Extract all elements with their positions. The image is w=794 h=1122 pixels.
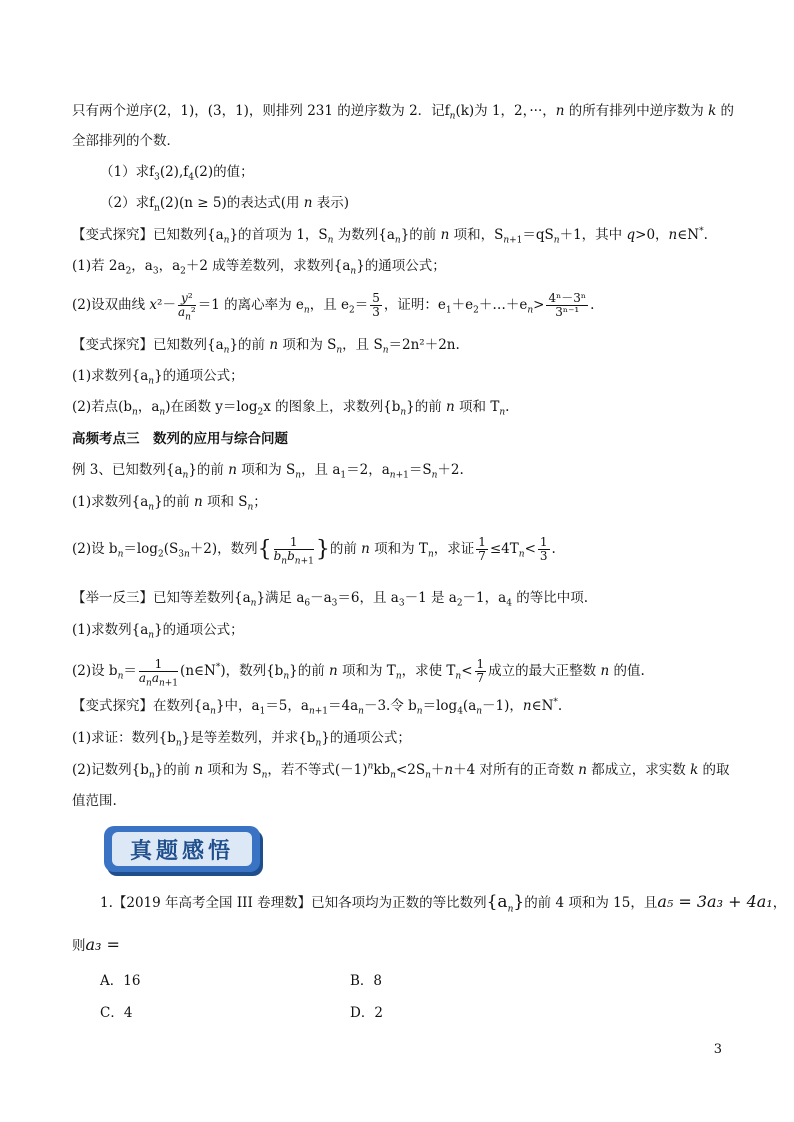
v-text: }的通项公式；: [356, 258, 446, 274]
e-text: ＝log: [123, 541, 158, 557]
e-text: 项和为 S: [236, 462, 296, 478]
q1-sequence: $\{a_n\}$: [486, 892, 525, 915]
p-text: －a: [310, 590, 332, 606]
v-text: (a: [462, 698, 477, 714]
v-text: }的前: [154, 762, 195, 778]
variant-tag: 【变式探究】: [72, 227, 153, 243]
example3-part1: (1)求数列$\{a_n\}$的前 n 项和 $S_n$；: [72, 494, 267, 513]
e-text: 项和 S: [202, 494, 248, 510]
v-text: <2S: [395, 762, 426, 778]
variant2-part2: (2)若点($b_n$，$a_n$)在函数 $y=\log_2x$ 的图象上，求数列$\{b_n\}$的前 n 项和 $T_n$.: [72, 399, 510, 418]
option-b[interactable]: B．8: [350, 973, 383, 989]
q-text: (2),f: [159, 164, 189, 180]
variant2-statement: 【变式探究】已知数列$\{a_n\}$的前 n 项和为 $S_n$，且 $S_n=2n^2+2n$.: [72, 337, 460, 356]
variant-tag: 【变式探究】: [72, 337, 153, 353]
v-text: ＋2 成等差数列，求数列{a: [185, 258, 351, 274]
option-d[interactable]: D．2: [350, 1005, 383, 1021]
v-text: ＋…＋e: [478, 297, 528, 313]
p-text: (1)求数列{a: [72, 622, 149, 638]
v-text: 项和为 S: [278, 337, 337, 353]
intro-line-1: 只有两个逆序(2，1)，(3，1)，则排列 231 的逆序数为 2．记$f_n(k)$为 1，2，···，n 的所有排列中逆序数为 k 的: [72, 103, 735, 122]
e-text: 例 3、已知数列{a: [72, 462, 183, 478]
q1-text: 则: [72, 938, 86, 954]
q-text: （2）求f: [100, 195, 155, 211]
variant1-part1: (1)若 $2a_2$，$a_3$，$a_2+2$ 成等差数列，求数列$\{a_n\}$的通项公式；: [72, 258, 446, 277]
v-text: }中，a: [215, 698, 260, 714]
e-text: (1)求数列{a: [72, 494, 149, 510]
intro-text: 只有两个逆序(2，1)，(3，1)，则排列 231 的逆序数为 2．记f: [72, 103, 450, 119]
v-text: ＝1 的离心率为 e: [197, 297, 304, 313]
v-text: }的前: [406, 399, 447, 415]
v-text: )在函数 y＝log: [165, 399, 258, 415]
e-text: ＋2)，数列: [189, 541, 258, 557]
intro-text: (k)为 1，2，···，: [455, 103, 556, 119]
e-text: ≤4T: [489, 541, 519, 557]
e-text: }的前: [154, 494, 194, 510]
p-text: 项和为 T: [337, 663, 396, 679]
v-text: 的取: [698, 762, 730, 778]
variant3-part1: (1)求证：数列$\{b_n\}$是等差数列，并求$\{b_n\}$的通项公式；: [72, 730, 411, 749]
q1-equation: a₅ = 3a₃ + 4a₁: [657, 892, 773, 911]
e-text: 项和为 T: [369, 541, 428, 557]
variant3-statement: 【变式探究】在数列$\{a_n\}$中，$a_1=5$，$a_{n+1}=4a_n-3$.令 $b_n=\log_4(a_n-1)$，n∈N*.: [72, 697, 563, 717]
v-text: ，a: [137, 399, 160, 415]
v-text: }的前: [400, 227, 441, 243]
p-text: )，数列{b: [220, 663, 284, 679]
intro-question-1: （1）求$f_3(2),f_4(2)$的值；: [100, 164, 254, 183]
fraction-1-3: $\frac{1}{3}$: [539, 535, 548, 563]
practice3-part2: (2)设 $b_n=$ $\frac{1}{a_na_{n+1}}$ (n∈N*)，数列$\{b_n\}$的前 n 项和为 $T_n$，求使 $T_n<$ $\frac{1}{7}$ 成立的最大正整数 n 的值.: [72, 657, 645, 689]
v-text: ＋1，其中: [559, 227, 627, 243]
variant2-part1: (1)求数列$\{a_n\}$的通项公式；: [72, 368, 244, 387]
v-text: 都成立，求实数: [586, 762, 691, 778]
v-text: }的通项公式；: [154, 368, 244, 384]
q1-text: 的前 4 项和为 15，且: [524, 895, 658, 911]
v-text: >: [533, 297, 545, 313]
v-text: 已知数列{a: [153, 227, 224, 243]
e-text: ，求证: [433, 541, 475, 557]
e-text: ，且 a: [301, 462, 341, 478]
v-text: ，a: [158, 258, 181, 274]
variant1-statement: 【变式探究】已知数列$\{a_n\}$的首项为 1，$S_n$ 为数列$\{a_n\}$的前 n 项和，$S_{n+1}=qS_n+1$，其中 q>0，n∈N*.: [72, 226, 708, 246]
p-text: ＝: [123, 663, 137, 679]
e-text: }的前: [188, 462, 229, 478]
option-a[interactable]: A．16: [100, 973, 141, 989]
v-text: x 的图象上，求数列{b: [263, 399, 401, 415]
intro-text: 的: [716, 103, 735, 119]
v-text: 为数列{a: [333, 227, 395, 243]
e-text: (S: [163, 541, 179, 557]
variant-tag: 【变式探究】: [72, 698, 153, 714]
section-banner: [104, 826, 260, 872]
intro-text: 的所有排列中逆序数为: [564, 103, 709, 119]
option-c[interactable]: C．4: [100, 1005, 133, 1021]
variant3-part2: (2)记数列$\{b_n\}$的前 n 项和为 $S_n$，若不等式$(-1)^nkb_n<2S_n+n+4$ 对所有的正奇数 n 都成立，求实数 k 的取: [72, 761, 730, 781]
p-text: ，求使 T: [401, 663, 456, 679]
v-text: (2)记数列{b: [72, 762, 149, 778]
fraction-1-anan1: $\frac{1}{a_na_{n+1}}$: [138, 657, 179, 689]
p-text: (n∈N: [180, 663, 216, 679]
v-text: ，且 S: [342, 337, 383, 353]
v-text: 项和，S: [449, 227, 504, 243]
v-text: －3.令 b: [363, 698, 417, 714]
v-text: ，a: [131, 258, 153, 274]
v-text: }的首项为 1，S: [229, 227, 328, 243]
fraction-1-7: $\frac{1}{7}$: [476, 657, 485, 685]
v-text: ＝5，a: [265, 698, 309, 714]
q1-text: 1.【2019 年高考全国 III 卷理数】已知各项均为正数的等比数列: [100, 895, 487, 911]
q-text: （1）求f: [100, 164, 155, 180]
section-title: 高频考点三 数列的应用与综合问题: [72, 431, 288, 447]
page-number: 3: [713, 1042, 722, 1057]
v-text: ，且 e: [309, 297, 349, 313]
practice3-part1: (1)求数列$\{a_n\}$的通项公式；: [72, 622, 244, 641]
fraction-1-bnbn1: $\frac{1}{b_nb_{n+1}}$: [273, 535, 314, 567]
v-text: }的前: [229, 337, 270, 353]
v-text: ＝2n²＋2n.: [388, 337, 460, 353]
v-text: 项和 T: [454, 399, 500, 415]
p-text: (2)设 b: [72, 663, 118, 679]
e-text: .: [551, 541, 556, 557]
question-1-line-1: [100, 892, 787, 915]
q-text: (2)(n ≥ 5)的表达式(用: [159, 195, 304, 211]
p-text: 成立的最大正整数: [488, 663, 601, 679]
q-text: 表示): [312, 195, 350, 211]
v-text: (2)设双曲线: [72, 297, 150, 313]
banner-inner: [112, 832, 252, 866]
e-text: ＝S: [408, 462, 432, 478]
intro-question-2: （2）求$f_n(2)(n \ge 5)$的表达式(用 n 表示): [100, 195, 350, 214]
q1-ask: a₃ =: [85, 935, 120, 954]
q-text: (2)的值；: [193, 164, 254, 180]
question-1-line-2: [72, 936, 120, 955]
fraction-5-3: $\frac{5}{3}$: [372, 291, 380, 319]
v-text: (1)求证：数列{b: [72, 730, 176, 746]
intro-line-2: 全部排列的个数．: [72, 133, 180, 149]
v-text: >0，: [635, 227, 669, 243]
hyperbola-fraction: $\frac{\text{y²}}{a_n^2}$: [177, 291, 196, 323]
v-text: ＋e: [451, 297, 474, 313]
v-text: (1)求数列{a: [72, 368, 149, 384]
right-brace: }: [315, 536, 330, 562]
p-text: }满足 a: [256, 590, 305, 606]
v-text: ∈N: [677, 227, 700, 243]
q1-text: ，: [772, 895, 787, 911]
p-text: 的值.: [609, 663, 645, 679]
v-text: ＋4 对所有的正奇数: [453, 762, 579, 778]
e-text: (2)设 b: [72, 541, 118, 557]
e-text: ；: [253, 494, 267, 510]
p-text: 的等比中项.: [511, 590, 589, 606]
p-text: <: [461, 663, 473, 679]
v-text: ＋: [430, 762, 445, 778]
practice3-statement: 【举一反三】已知等差数列$\{a_n\}$满足 $a_6-a_3=6$，且 $a_3-1$ 是 $a_2-1$，$a_4$ 的等比中项.: [72, 590, 589, 609]
banner-label: 真题感悟: [129, 838, 234, 864]
v-text: kb: [373, 762, 391, 778]
p-text: 已知等差数列{a: [153, 590, 251, 606]
p-text: －1 是 a: [404, 590, 457, 606]
v-text: ＝qS: [522, 227, 554, 243]
e-text: ＋2.: [437, 462, 464, 478]
v-text: (1)若 2a: [72, 258, 126, 274]
left-brace: {: [257, 536, 272, 562]
v-text: ∈N: [531, 698, 554, 714]
variant3-part2-cont: 值范围.: [72, 793, 117, 809]
p-text: }的前: [289, 663, 330, 679]
fraction-4n-3n: $\frac{\text{4ⁿ－3ⁿ}}{\text{3ⁿ⁻¹}}$: [548, 291, 587, 319]
v-text: 项和为 S: [203, 762, 262, 778]
variant1-part2: (2)设双曲线 x²－ $\frac{\text{y²}}{a_n^2}$ ＝1 的离心率为 $e_n$，且 $e_2=$ $\frac{5}{3}$ ，证明：$e_1+e_2+\dots+e_n>$ $\frac{\text{4ⁿ－3ⁿ}}{\text{3ⁿ⁻¹}}$ .: [72, 291, 595, 323]
v-text: .: [505, 399, 510, 415]
e-text: 的前: [329, 541, 362, 557]
v-text: ＝4a: [328, 698, 359, 714]
p-text: }的通项公式；: [154, 622, 244, 638]
v-text: 在数列{a: [153, 698, 211, 714]
example3-statement: 例 3、已知数列$\{a_n\}$的前 n 项和为 $S_n$，且 $a_1=2$，$a_{n+1}=S_n+2$.: [72, 462, 464, 481]
v-text: ＝log: [422, 698, 458, 714]
p-text: －1，a: [462, 590, 507, 606]
v-text: ＝: [354, 297, 369, 313]
fraction-1-7: $\frac{1}{7}$: [478, 535, 486, 563]
example3-part2: (2)设 $b_n=\log_2(S_{3n}+2)$，数列{ $\frac{1}{b_nb_{n+1}}$ }的前 n 项和为 $T_n$，求证 $\frac{1}{7}$ $\le 4T_n<$ $\frac{1}{3}$ .: [72, 535, 556, 567]
v-text: (2)若点(b: [72, 399, 133, 415]
e-text: ＝2，a: [346, 462, 390, 478]
v-text: }是等差数列，并求{b: [181, 730, 316, 746]
v-text: ，若不等式(－1): [267, 762, 368, 778]
e-text: <: [524, 541, 536, 557]
v-text: ，证明：e: [383, 297, 446, 313]
v-text: －1)，: [482, 698, 523, 714]
p-text: ＝6，且 a: [337, 590, 399, 606]
v-text: }的通项公式；: [321, 730, 411, 746]
practice-tag: 【举一反三】: [72, 590, 153, 606]
v-text: 已知数列{a: [153, 337, 224, 353]
